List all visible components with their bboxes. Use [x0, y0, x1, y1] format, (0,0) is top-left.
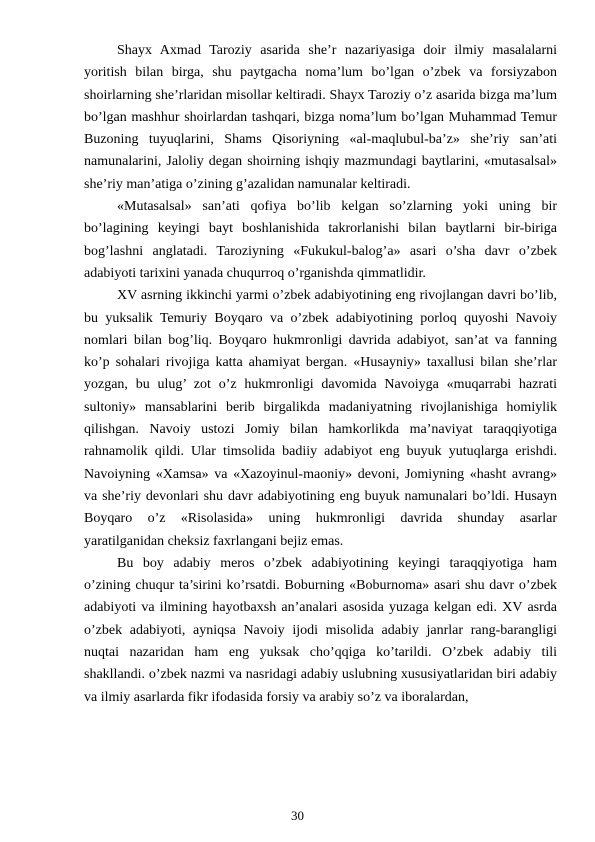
page-number: 30: [291, 808, 304, 823]
body-text: [84, 40, 557, 709]
paragraph-1: Shayx Axmad Taroziy asarida she’r nazariyasiga doir ilmiy masalalarni yoritish bilan birga, shu paytgacha noma’lum bo’lgan o’zbek va forsiyzabon shoirlarning she’rlaridan misollar keltiradi. Shayx Taroziy o’z asarida bizga ma’lum bo’lgan mashhur shoirlardan tashqari, bizga noma’lum bo’lgan Muhammad Temur Buzoning tuyuqlarini, Shams Qisoriyning «al-maqlubul-ba’z» she’riy san’ati namunalarini, Jaloliy degan shoirning ishqiy mazmundagi baytlarini, «mutasalsal» she’riy man’atiga o’zining g’azalidan namunalar keltiradi.: [84, 43, 557, 192]
paragraph-2: «Mutasalsal» san’ati qofiya bo’lib kelgan so’zlarning yoki uning bir bo’lagining keyingi bayt boshlanishida takrorlanishi bilan baytlarni bir-biriga bog’lashni anglatadi. Taroziyning «Fukukul-balog’a» asari o’sha davr o’zbek adabiyoti tarixini yanada chuqurroq o’rganishda qimmatlidir.: [84, 199, 557, 281]
paragraph-4: Bu boy adabiy meros o’zbek adabiyotining keyingi taraqqiyotiga ham o’zining chuqur ta’sirini ko’rsatdi. Boburning «Boburnoma» asari shu davr o’zbek adabiyoti va ilmining hayotbaxsh an’analari asosida yuzaga kelgan edi. XV asrda o’zbek adabiyoti, ayniqsa Navoiy ijodi misolida adabiy janrlar rang-barangligi nuqtai nazaridan ham eng yuksak cho’qqiga ko’tarildi. O’zbek adabiy tili shakllandi. o’zbek nazmi va nasridagi adabiy uslubning xususiyatlaridan biri adabiy va ilmiy asarlarda fikr ifodasida forsiy va arabiy so’z va iboralardan,: [84, 555, 557, 705]
paragraph-3: XV asrning ikkinchi yarmi o’zbek adabiyotining eng rivojlangan davri bo’lib, bu yuksalik Temuriy Boyqaro va o’zbek adabiyotining porloq quyoshi Navoiy nomlari bilan bog’liq. Boyqaro hukmronligi davrida adabiyot, san’at va fanning ko’p sohalari rivojiga katta ahamiyat bergan. «Husayniy» taxallusi bilan she’rlar yozgan, bu ulug’ zot o’z hukmronligi davomida Navoiyga «muqarrabi hazrati sultoniy» mansablarini berib birgalikda madaniyatning rivojlanishiga homiylik qilishgan. Navoiy ustozi Jomiy bilan hamkorlikda ma’naviyat taraqqiyotiga rahnamolik qildi. Ular timsolida badiiy adabiyot eng buyuk yutuqlarga erishdi. Navoiyning «Xamsa» va «Xazoyinul-maoniy» devoni, Jomiyning «hasht avrang» va she’riy devonlari shu davr adabiyotining eng buyuk namunalari bo’ldi. Husayn Boyqaro o’z «Risolasida» uning hukmronligi davrida shunday asarlar yaratilganidan cheksiz faxrlangani bejiz emas.: [84, 288, 557, 549]
